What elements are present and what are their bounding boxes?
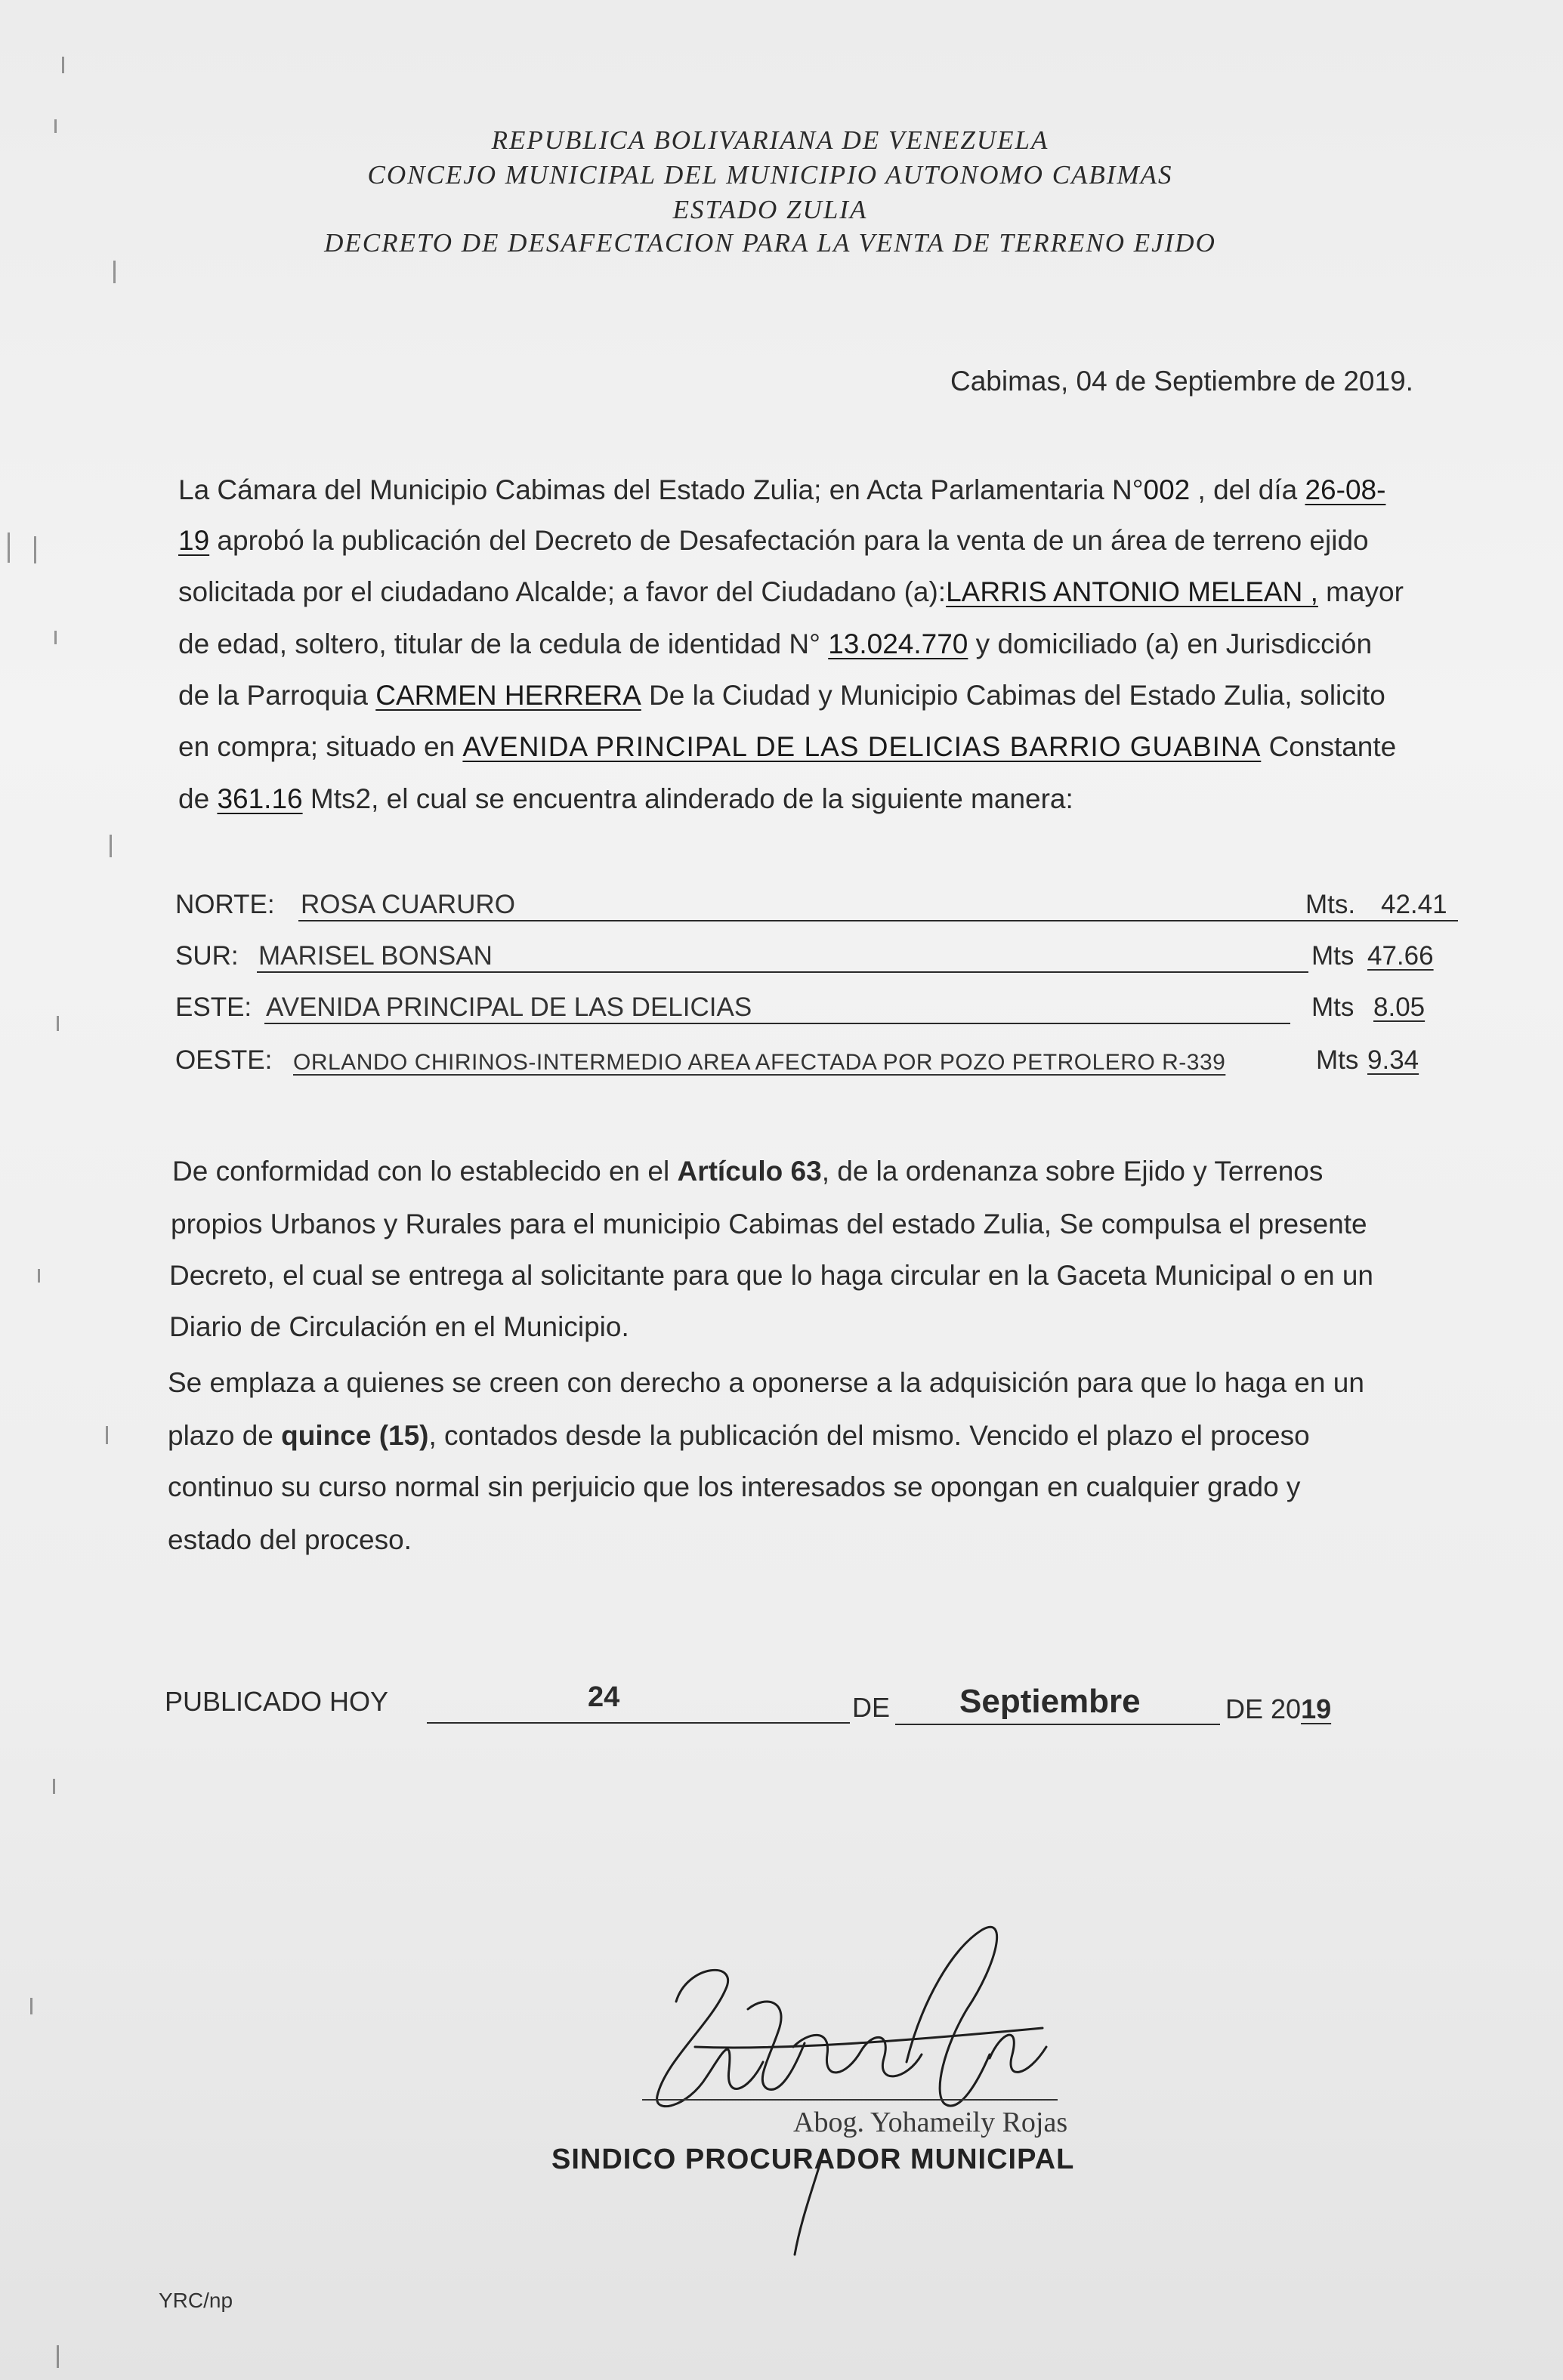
- header-country: REPUBLICA BOLIVARIANA DE VENEZUELA: [491, 125, 1049, 155]
- boundary-east-mts-label: Mts: [1311, 992, 1354, 1022]
- boundary-east-value: AVENIDA PRINCIPAL DE LAS DELICIAS: [266, 992, 752, 1022]
- scan-mark: [38, 1269, 40, 1283]
- area-value: 361.16: [217, 783, 303, 814]
- scan-mark: [34, 536, 36, 563]
- conformity-line-4: Diario de Circulación en el Municipio.: [169, 1311, 629, 1342]
- boundary-west-mts-label: Mts: [1316, 1045, 1359, 1075]
- scan-mark: [110, 835, 112, 857]
- boundary-west-mts: 9.34: [1367, 1045, 1419, 1075]
- intro-text: en compra; situado en: [178, 731, 463, 762]
- date-line: Cabimas, 04 de Septiembre de 2019.: [950, 366, 1413, 397]
- scan-mark: [54, 631, 57, 644]
- intro-line-4: [178, 628, 1372, 660]
- published-day-rule: [427, 1722, 850, 1724]
- scan-mark: [57, 2345, 59, 2368]
- boundary-south-mts-label: Mts: [1311, 941, 1354, 971]
- published-de-2: [1225, 1693, 1331, 1725]
- scan-mark: [106, 1426, 108, 1444]
- intro-text: y domiciliado (a) en Jurisdicción: [968, 628, 1373, 659]
- conformity-line-1: [172, 1156, 1323, 1187]
- article-reference: Artículo 63: [677, 1156, 822, 1187]
- citizen-name: LARRIS ANTONIO MELEAN ,: [946, 576, 1318, 607]
- conformity-line-5: Se emplaza a quienes se creen con derecho a oponerse a la adquisición para que lo haga en un: [168, 1367, 1364, 1398]
- boundary-south-rule: [257, 971, 1308, 973]
- conformity-text: , de la ordenanza sobre Ejido y Terrenos: [821, 1156, 1324, 1187]
- handwritten-signature: [635, 1919, 1058, 2266]
- scan-mark: [57, 1016, 59, 1031]
- boundary-north-value: ROSA CUARURO: [301, 890, 515, 919]
- published-year: 19: [1301, 1693, 1332, 1724]
- signature-block: [551, 1919, 1075, 2270]
- conformity-text: , contados desde la publicación del mismo. Vencido el plazo el proceso: [428, 1420, 1310, 1451]
- conformity-line-8: estado del proceso.: [168, 1524, 412, 1555]
- conformity-line-2: propios Urbanos y Rurales para el municipio Cabimas del estado Zulia, Se compulsa el presente: [171, 1209, 1367, 1239]
- intro-line-3: [178, 576, 1404, 608]
- approval-date-part2: 19: [178, 525, 210, 556]
- conformity-line-7: continuo su curso normal sin perjuicio que los interesados se opongan en cualquier grado y: [168, 1471, 1301, 1502]
- conformity-line-6: [168, 1420, 1310, 1452]
- boundary-west-value: ORLANDO CHIRINOS-INTERMEDIO AREA AFECTADA POR POZO PETROLERO R-339: [293, 1050, 1226, 1075]
- header-council: CONCEJO MUNICIPAL DEL MUNICIPIO AUTONOMO CABIMAS: [367, 160, 1173, 190]
- scan-mark: [113, 261, 116, 283]
- scan-mark: [53, 1779, 55, 1794]
- conformity-text: De conformidad con lo establecido en el: [172, 1156, 678, 1187]
- signatory-title: SINDICO PROCURADOR MUNICIPAL: [551, 2144, 1075, 2175]
- boundary-east-mts: 8.05: [1373, 992, 1426, 1022]
- intro-line-2: [178, 525, 1369, 557]
- term-days: quince (15): [281, 1420, 429, 1451]
- published-de-1: DE: [852, 1692, 891, 1723]
- published-year-prefix: DE 20: [1225, 1693, 1302, 1724]
- intro-text: Mts2, el cual se encuentra alinderado de la siguiente manera:: [302, 783, 1073, 814]
- boundary-north-mts-label: Mts.: [1305, 890, 1356, 919]
- intro-text: Constante: [1261, 731, 1397, 762]
- published-day: 24: [588, 1681, 620, 1713]
- property-address: AVENIDA PRINCIPAL DE LAS DELICIAS BARRIO GUABINA: [462, 731, 1262, 762]
- boundary-east-label: ESTE:: [175, 992, 252, 1022]
- boundary-south-mts: 47.66: [1367, 941, 1434, 971]
- intro-text: mayor: [1317, 576, 1404, 607]
- intro-text: de edad, soltero, titular de la cedula de identidad N°: [178, 628, 829, 659]
- published-month: Septiembre: [959, 1683, 1141, 1720]
- acta-number: 002: [1143, 474, 1191, 505]
- boundary-east-rule: [264, 1023, 1290, 1024]
- published-month-rule: [895, 1724, 1220, 1725]
- intro-text: solicitada por el ciudadano Alcalde; a favor del Ciudadano (a):: [178, 576, 947, 607]
- intro-text: de la Parroquia: [178, 680, 376, 711]
- boundary-west-label: OESTE:: [175, 1045, 273, 1075]
- header-state: ESTADO ZULIA: [672, 195, 868, 224]
- boundary-north-mts: 42.41: [1381, 890, 1447, 919]
- intro-text: aprobó la publicación del Decreto de Desafectación para la venta de un área de terreno ejido: [209, 525, 1369, 556]
- intro-line-7: [178, 783, 1073, 815]
- intro-line-6: [178, 731, 1396, 763]
- signatory-name: Abog. Yohameily Rojas: [793, 2107, 1068, 2138]
- id-number: 13.024.770: [828, 628, 968, 659]
- conformity-text: plazo de: [168, 1420, 282, 1451]
- footer-initials: YRC/np: [159, 2289, 233, 2312]
- intro-text: , del día: [1190, 474, 1305, 505]
- published-label: PUBLICADO HOY: [165, 1686, 389, 1717]
- boundary-south-value: MARISEL BONSAN: [258, 941, 493, 971]
- boundary-north-label: NORTE:: [175, 890, 275, 919]
- scan-mark: [30, 1998, 32, 2014]
- conformity-line-3: Decreto, el cual se entrega al solicitante para que lo haga circular en la Gaceta Municipal o en un: [169, 1260, 1373, 1291]
- intro-text: De la Ciudad y Municipio Cabimas del Estado Zulia, solicito: [641, 680, 1385, 711]
- approval-date-part1: 26-08-: [1305, 474, 1386, 505]
- intro-line-1: [178, 474, 1385, 506]
- boundary-north-rule: [298, 920, 1458, 921]
- intro-text: La Cámara del Municipio Cabimas del Estado Zulia; en Acta Parlamentaria N°: [178, 474, 1144, 505]
- parish-name: CARMEN HERRERA: [375, 680, 641, 711]
- intro-line-5: [178, 680, 1385, 712]
- intro-text: de: [178, 783, 218, 814]
- header-decree-title: DECRETO DE DESAFECTACION PARA LA VENTA DE TERRENO EJIDO: [324, 228, 1216, 258]
- boundary-south-label: SUR:: [175, 941, 239, 971]
- scan-mark: [8, 532, 10, 563]
- scan-mark: [62, 57, 64, 73]
